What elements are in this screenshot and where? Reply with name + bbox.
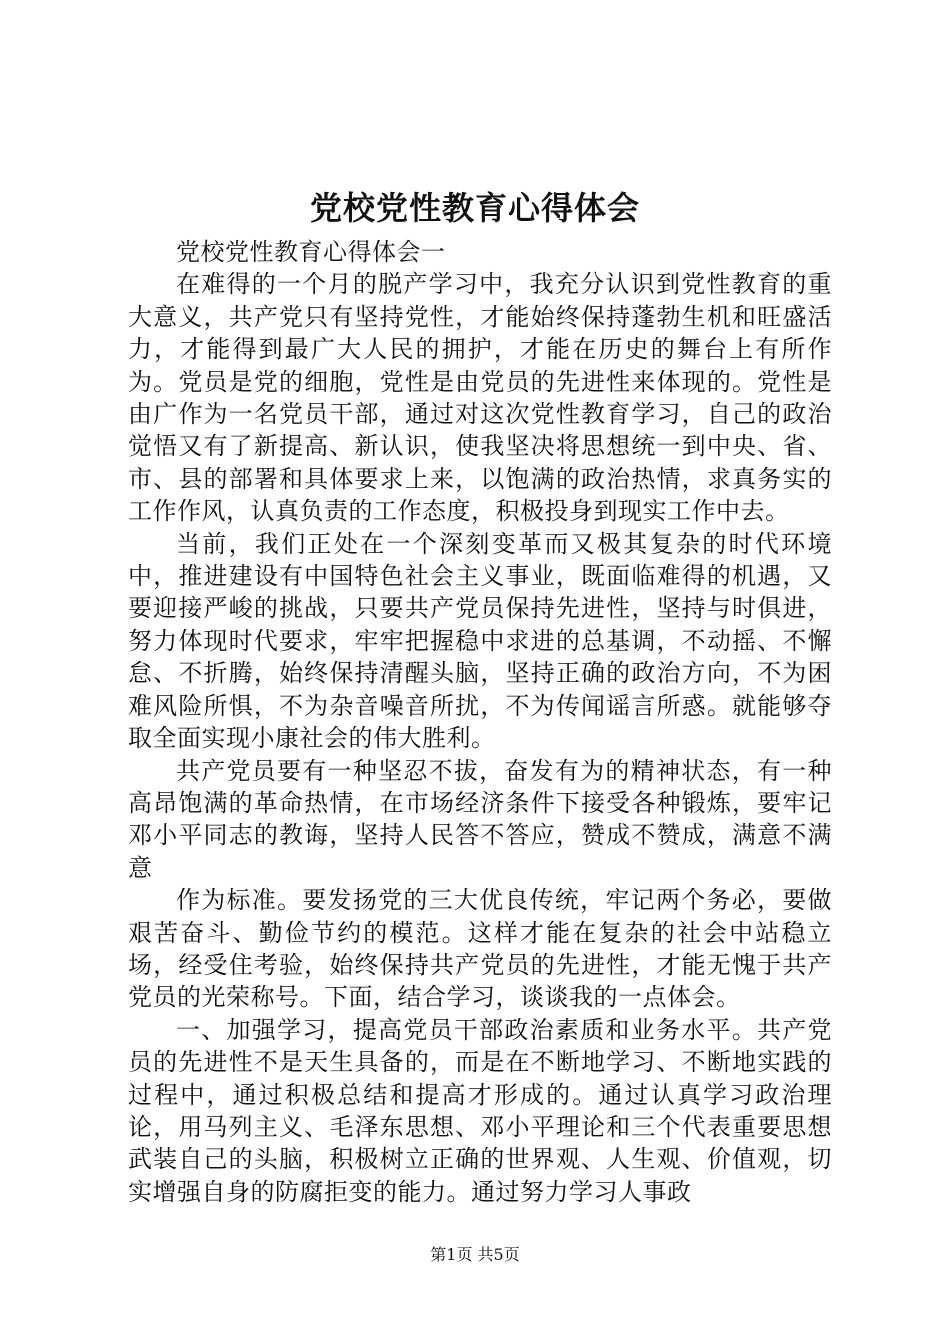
paragraph-2: 当前，我们正处在一个深刻变革而又极其复杂的时代环境中，推进建设有中国特色社会主义事业，既面临难得的机遇，又要迎接严峻的挑战，只要共产党员保持先进性，坚持与时俱进，努力体现时代要求，牢牢把握稳中求进的总基调，不动摇、不懈怠、不折腾，始终保持清醒头脑，坚持正确的政治方向，不为困难风险所惧，不为杂音噪音所扰，不为传闻谣言所惑。就能够夺取全面实现小康社会的伟大胜利。: [128, 529, 832, 753]
paragraph-5: 一、加强学习，提高党员干部政治素质和业务水平。共产党员的先进性不是天生具备的，而是在不断地学习、不断地实践的过程中，通过积极总结和提高才形成的。通过认真学习政治理论，用马列主义、毛泽东思想、邓小平理论和三个代表重要思想武装自己的头脑，积极树立正确的世界观、人生观、价值观，切实增强自身的防腐拒变的能力。通过努力学习人事政: [128, 1015, 832, 1206]
section-subtitle: 党校党性教育心得体会一: [176, 238, 446, 266]
document-body: [128, 236, 832, 1208]
paragraph-3: 共产党员要有一种坚忍不拔，奋发有为的精神状态，有一种高昂饱满的革命热情，在市场经济条件下接受各种锻炼，要牢记邓小平同志的教诲，坚持人民答不答应，赞成不赞成，满意不满意: [128, 756, 832, 882]
paragraph-4: 作为标准。要发扬党的三大优良传统，牢记两个务必，要做艰苦奋斗、勤俭节约的模范。这样才能在复杂的社会中站稳立场，经受住考验，始终保持共产党员的先进性，才能无愧于共产党员的光荣称号。下面，结合学习，谈谈我的一点体会。: [128, 886, 832, 1012]
paragraph-1: 在难得的一个月的脱产学习中，我充分认识到党性教育的重大意义，共产党只有坚持党性，才能始终保持蓬勃生机和旺盛活力，才能得到最广大人民的拥护，才能在历史的舞台上有所作为。党员是党的细胞，党性是由党员的先进性来体现的。党性是由广作为一名党员干部，通过对这次党性教育学习，自己的政治觉悟又有了新提高、新认识，使我坚决将思想统一到中央、省、市、县的部署和具体要求上来，以饱满的政治热情，求真务实的工作作风，认真负责的工作态度，积极投身到现实工作中去。: [128, 270, 832, 526]
page-title: 党校党性教育心得体会: [309, 189, 640, 227]
page-footer: 第1页 共5页: [430, 1245, 520, 1264]
